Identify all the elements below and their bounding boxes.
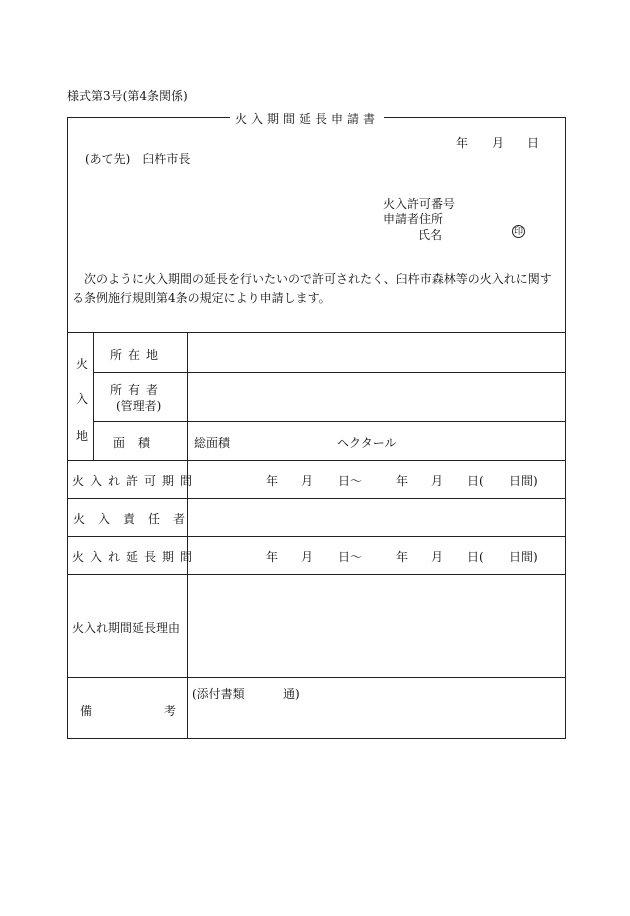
owner-sub-label: (管理者) <box>116 399 162 413</box>
date-day: 日 <box>527 136 540 150</box>
applicant-name-label: 氏名 <box>418 228 443 242</box>
permit-month-to: 月 <box>431 474 444 488</box>
table-top-line <box>67 332 566 333</box>
remarks-label-left: 備 <box>80 704 93 718</box>
fire-site-char-3: 地 <box>76 429 89 443</box>
fire-site-char-2: 入 <box>76 392 89 406</box>
date-month: 月 <box>492 136 505 150</box>
reason-label: 火入れ期間延長理由 <box>72 621 181 635</box>
remarks-label-right: 考 <box>164 704 177 718</box>
row-line-permit <box>67 498 566 499</box>
extension-days: 日間) <box>509 550 538 564</box>
area-label: 面積 <box>113 436 164 450</box>
extension-day-to: 日( <box>467 550 484 564</box>
date-year: 年 <box>456 136 469 150</box>
area-unit: ヘクタール <box>337 436 397 450</box>
row-line-extension <box>67 574 566 575</box>
responsible-label: 火入責任者 <box>73 512 199 526</box>
permit-day-from: 日〜 <box>338 474 363 488</box>
attachments-label: (添付書類 <box>192 687 245 701</box>
extension-month: 月 <box>301 550 314 564</box>
area-total-label: 総面積 <box>194 436 231 450</box>
seal-mark: 印 <box>513 227 523 237</box>
applicant-address-label: 申請者住所 <box>383 212 444 226</box>
extension-month-to: 月 <box>431 550 444 564</box>
row-line-reason <box>67 677 566 678</box>
addressee: (あて先) 臼杵市長 <box>85 152 191 166</box>
extension-day-from: 日〜 <box>338 550 363 564</box>
attachments-unit: 通) <box>283 687 300 701</box>
form-number: 様式第3号(第4条関係) <box>67 89 188 103</box>
permit-day-to: 日( <box>467 474 484 488</box>
permit-year-to: 年 <box>396 474 409 488</box>
row-line-owner <box>93 421 566 422</box>
row-line-site <box>67 460 566 461</box>
application-statement: 次のように火入期間の延長を行いたいので許可されたく、臼杵市森林等の火入れに関する条例施行規則第4条の規定により申請します。 <box>72 272 552 305</box>
application-form <box>67 117 566 739</box>
permit-days: 日間) <box>509 474 538 488</box>
owner-label: 所有者 <box>110 383 165 397</box>
form-title: 火入期間延長申請書 <box>230 110 384 127</box>
extension-year: 年 <box>266 550 279 564</box>
extension-year-to: 年 <box>396 550 409 564</box>
label-value-divider <box>187 332 188 739</box>
location-label: 所在地 <box>110 348 165 362</box>
row-line-location <box>93 372 566 373</box>
permit-period-label: 火入れ許可期間 <box>72 474 199 488</box>
extension-period-label: 火入れ延長期間 <box>72 550 199 564</box>
permit-year: 年 <box>266 474 279 488</box>
site-group-divider <box>93 332 94 460</box>
fire-site-char-1: 火 <box>76 357 89 371</box>
row-line-responsible <box>67 536 566 537</box>
permit-number-label: 火入許可番号 <box>383 197 456 211</box>
permit-month: 月 <box>301 474 314 488</box>
